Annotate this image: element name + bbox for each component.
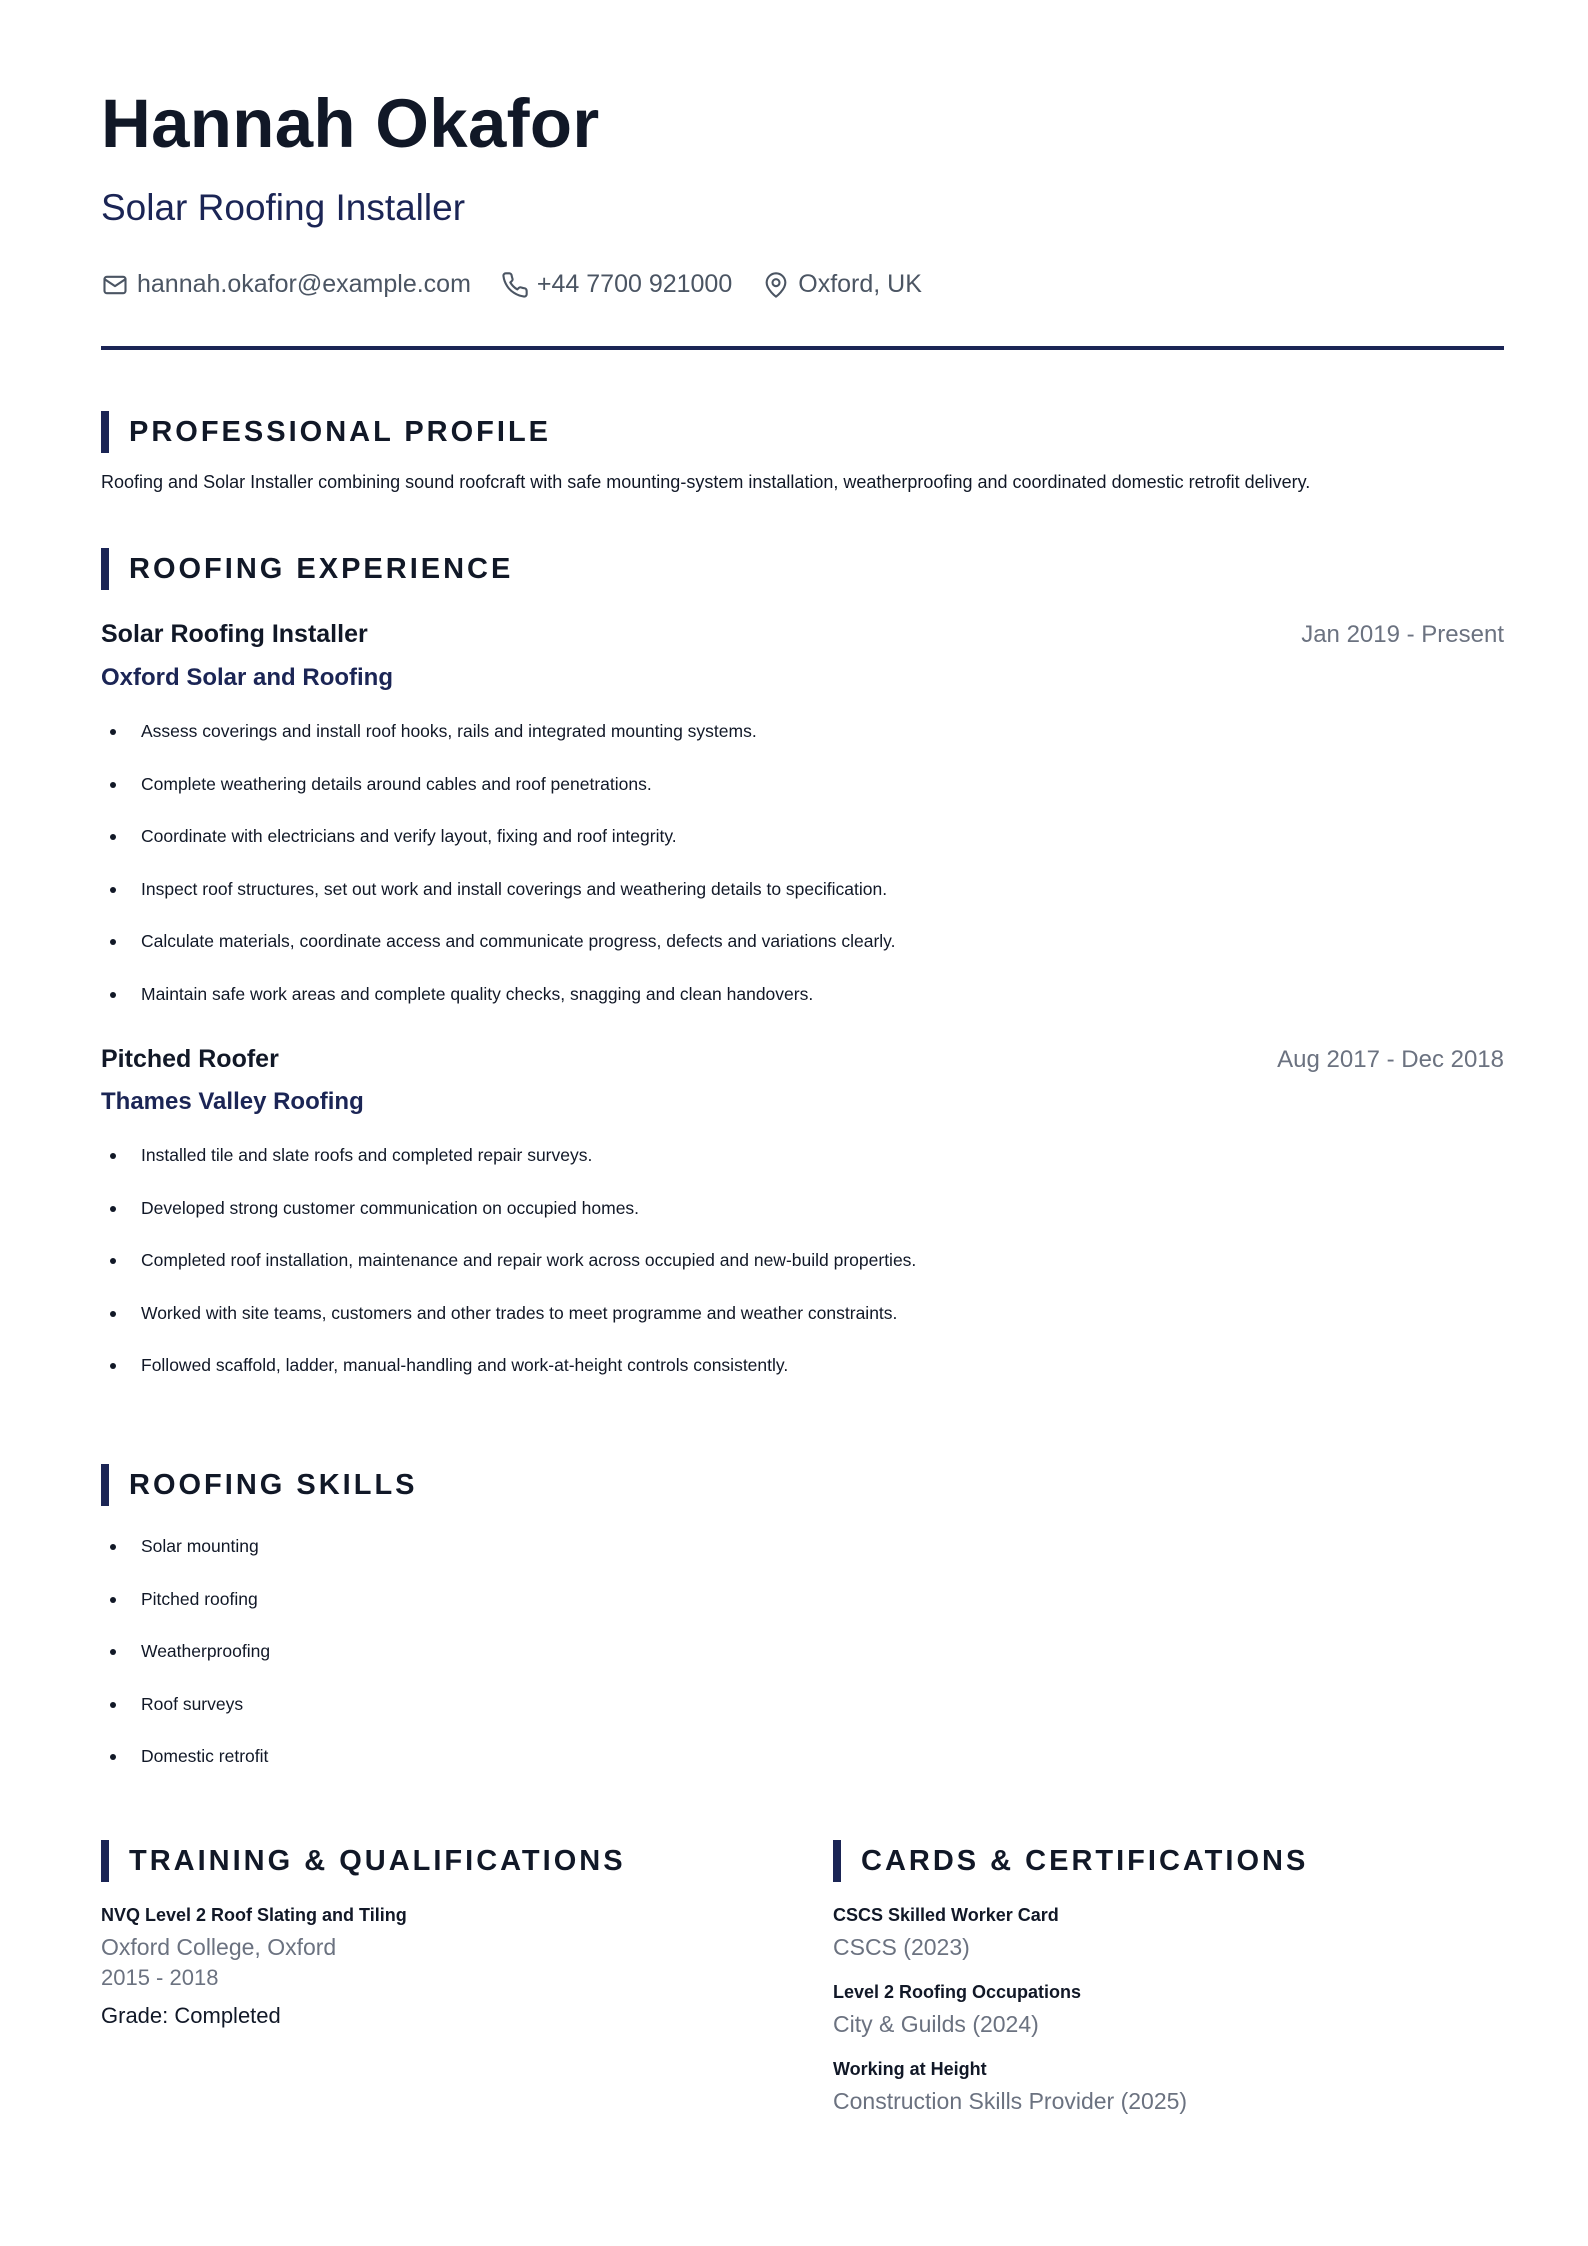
section-title: TRAINING & QUALIFICATIONS <box>129 1844 626 1877</box>
phone-icon <box>501 271 529 299</box>
list-item: Roof surveys <box>101 1694 270 1747</box>
training-entry <box>101 1905 407 2029</box>
contact-row <box>101 270 952 299</box>
list-item: Installed tile and slate roofs and completed repair surveys. <box>101 1145 916 1198</box>
list-item: Worked with site teams, customers and other trades to meet programme and weather constraints. <box>101 1303 916 1356</box>
qualification-title: NVQ Level 2 Roof Slating and Tiling <box>101 1905 407 1925</box>
job-bullets <box>101 1145 916 1408</box>
certification-title: CSCS Skilled Worker Card <box>833 1905 1059 1925</box>
section-accent-bar <box>833 1840 841 1882</box>
profile-summary: Roofing and Solar Installer combining sound roofcraft with safe mounting-system installation, weatherproofing and coordinated domestic retrofit delivery. <box>101 472 1311 492</box>
institution: Oxford College, Oxford <box>101 1934 337 1960</box>
list-item: Inspect roof structures, set out work and install coverings and weathering details to specification. <box>101 879 895 932</box>
phone-text: +44 7700 921000 <box>536 270 733 298</box>
certifications-list <box>833 1905 1187 2136</box>
section-certifications-heading <box>833 1840 1308 1882</box>
list-item: Completed roof installation, maintenance and repair work across occupied and new-build properties. <box>101 1250 916 1303</box>
list-item: Assess coverings and install roof hooks, rails and integrated mounting systems. <box>101 721 895 774</box>
section-title: PROFESSIONAL PROFILE <box>129 415 552 448</box>
list-item: Solar mounting <box>101 1536 270 1589</box>
location-text: Oxford, UK <box>798 270 922 298</box>
job-company: Oxford Solar and Roofing <box>101 664 393 691</box>
section-experience-heading <box>101 548 513 590</box>
list-item: Developed strong customer communication on occupied homes. <box>101 1198 916 1251</box>
list-item: Calculate materials, coordinate access and communicate progress, defects and variations clearly. <box>101 931 895 984</box>
certification-item <box>833 1982 1187 2059</box>
section-training-heading <box>101 1840 626 1882</box>
section-accent-bar <box>101 548 109 590</box>
section-title: ROOFING EXPERIENCE <box>129 552 514 585</box>
section-accent-bar <box>101 1840 109 1882</box>
certification-title: Level 2 Roofing Occupations <box>833 1982 1082 2002</box>
job-bullets <box>101 721 895 1036</box>
certification-item <box>833 2059 1187 2136</box>
mail-icon <box>101 271 129 299</box>
job-company: Thames Valley Roofing <box>101 1088 364 1115</box>
list-item: Weatherproofing <box>101 1641 270 1694</box>
training-dates: 2015 - 2018 <box>101 1965 219 1990</box>
job-title: Solar Roofing Installer <box>101 620 368 648</box>
job-dates: Aug 2017 - Dec 2018 <box>1277 1046 1504 1073</box>
job-dates: Jan 2019 - Present <box>1301 621 1504 648</box>
list-item: Pitched roofing <box>101 1589 270 1642</box>
certification-issuer: Construction Skills Provider (2025) <box>833 2088 1188 2114</box>
certification-item <box>833 1905 1187 1982</box>
header-divider <box>101 346 1504 350</box>
section-skills-heading <box>101 1464 418 1506</box>
contact-location <box>762 270 922 299</box>
candidate-name: Hannah Okafor <box>101 85 600 162</box>
contact-phone[interactable] <box>501 270 732 299</box>
list-item: Complete weathering details around cables and roof penetrations. <box>101 774 895 827</box>
section-title: ROOFING SKILLS <box>129 1468 418 1501</box>
section-profile-heading <box>101 411 551 453</box>
section-title: CARDS & CERTIFICATIONS <box>861 1844 1309 1877</box>
contact-email[interactable] <box>101 270 471 299</box>
section-accent-bar <box>101 411 109 453</box>
section-accent-bar <box>101 1464 109 1506</box>
list-item: Coordinate with electricians and verify layout, fixing and roof integrity. <box>101 826 895 879</box>
certification-issuer: City & Guilds (2024) <box>833 2011 1039 2037</box>
list-item: Followed scaffold, ladder, manual-handling and work-at-height controls consistently. <box>101 1355 916 1408</box>
skills-list <box>101 1536 270 1799</box>
list-item: Maintain safe work areas and complete quality checks, snagging and clean handovers. <box>101 984 895 1037</box>
email-text: hannah.okafor@example.com <box>137 270 471 298</box>
job-title: Pitched Roofer <box>101 1045 279 1073</box>
certification-issuer: CSCS (2023) <box>833 1934 970 1960</box>
location-pin-icon <box>762 271 790 299</box>
candidate-role: Solar Roofing Installer <box>101 187 466 228</box>
training-grade: Grade: Completed <box>101 2003 281 2028</box>
certification-title: Working at Height <box>833 2059 987 2079</box>
list-item: Domestic retrofit <box>101 1746 270 1799</box>
